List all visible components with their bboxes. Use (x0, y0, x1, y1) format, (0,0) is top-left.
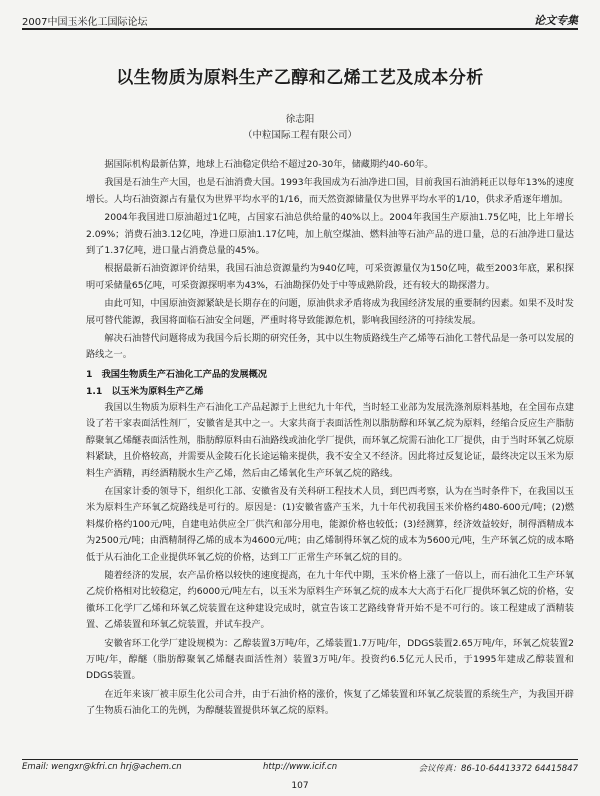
running-header (22, 10, 578, 30)
header-left: 2007中国玉米化工国际论坛 (22, 17, 148, 28)
footer-email: Email: wengxr@kfri.cn hrj@achem.cn (22, 762, 182, 772)
footer-url: http://www.icif.cn (263, 762, 338, 772)
author: 徐志阳 (285, 114, 315, 125)
paragraph: 在近年来该厂被丰原生化公司合并，由于石油价格的涨价，恢复了乙烯装置和环氧乙烷装置的系统生产，为我国开辟了生物质石油化工的先例，为醇醚装置提供环氧乙烷的原料。 (86, 688, 574, 717)
section-heading: 1 我国生物质生产石油化工产品的发展概况 (86, 368, 267, 380)
affiliation: （中粒国际工程有限公司） (242, 130, 357, 141)
paragraph: 在国家计委的领导下，组织化工部、安徽省及有关科研工程技术人员，到巴西考察，认为在当时条件下，在我国以玉米为原料生产环氧乙烷路线是可行的。原因是：(1)安徽省盛产玉米，九十年代初我国玉米价格约480-600元/吨；(2)燃料煤价格约100元/吨，自建电站供应全厂供汽和部分用电，能源价格也较低；(3)经测算，经济效益较好，制得酒精成本为2500元/吨；由酒精制得乙烯的成本为4600元/吨；由乙烯制得环氧乙烷的成本为5600元/吨，生产环氧乙烷的成本略低于从石油化工企业提供环氧乙烷的价格，达到工厂正常生产环氧乙烷的目的。 (86, 485, 574, 563)
paragraph: 安徽省环工化学厂建设规模为：乙醇装置3万吨/年，乙烯装置1.7万吨/年，DDGS装置2.65万吨/年，环氧乙烷装置2万吨/年，醇醚（脂肪醇聚氧乙烯醚表面活性剂）装置3万吨/年。投资约6.5亿元人民币，于1995年建成乙醇装置和DDGS装置。 (86, 637, 574, 682)
paragraph: 解决石油替代问题将成为我国今后长期的研究任务，其中以生物质路线生产乙烯等石油化工替代品是一条可以发展的路线之一。 (86, 333, 574, 361)
paragraph: 根据最新石油资源评价结果，我国石油总资源量约为940亿吨，可采资源量仅为150亿吨，截至2003年底，累积探明可采储量65亿吨，可采资源探明率为43%，石油勘探仍处于中等成熟阶段，还有较大的勘探潜力。 (86, 263, 574, 291)
paper-title: 以生物质为原料生产乙醇和乙烯工艺及成本分析 (116, 68, 484, 88)
paragraph: 随着经济的发展，农产品价格以较快的速度提高，在九十年代中期，玉米价格上涨了一倍以上，而石油化工生产环氧乙烷价格相对比较稳定，约6000元/吨左右，以玉米为原料生产环氧乙烷的成本大大高于石化厂提供环氧乙烷的价格，安徽环工化学厂乙烯和环氧乙烷装置在这种建设完成时，就宣告该工艺路线脊背开始不是不可行的。该工程建成了酒精装置、乙烯装置和环氧乙烷装置，并试车投产。 (86, 569, 574, 631)
paragraph: 据国际机构最新估算，地球上石油稳定供给不超过20-30年，储藏期约40-60年。 (104, 159, 434, 170)
footer-fax: 会议传真：86-10-64413372 64415847 (418, 764, 578, 774)
paragraph: 我国以生物质为原料生产石油化工产品起源于上世纪九十年代，当时轻工业部为发展洗涤剂原料基地，在全国布点建设了若干家表面活性剂厂，安徽省是其中之一。大家共商于表面活性剂以脂肪醇和环氧乙烷为原料，经缩合反应生产脂肪醇聚氧乙烯醚表面活性剂，脂肪醇原料由石油路线或油化学厂提供，而环氧乙烷需石油化工厂提供，由于当时环氧乙烷原料紧缺，且价格较高，并需要从金陵石化长途运输来提供，我不安全又不经济。因此将过反复论证，最终决定以玉米为原料生产酒精，再经酒精脱水生产乙烯，然后由乙烯氧化生产环氧乙烷的路线。 (86, 401, 574, 479)
paragraph: 由此可知，中国原油资源紧缺是长期存在的问题，原油供求矛盾将成为我国经济发展的重要制约因素。如果不及时发展可替代能源，我国将面临石油安全问题，严重时将导致能源危机，影响我国经济的可持续发展。 (86, 298, 574, 326)
header-right: 论文专集 (534, 14, 578, 27)
page-number: 107 (291, 781, 309, 791)
paragraph: 我国是石油生产大国，也是石油消费大国。1993年我国成为石油净进口国，目前我国石油消耗正以每年13%的速度增长。人均石油资源占有量仅为世界平均水平的1/16，而天然资源储量仅为世界平均水平的1/10，供求矛盾逐年增加。 (86, 177, 574, 205)
article-body (86, 157, 574, 722)
subsection-heading: 1.1 以玉米为原料生产乙烯 (86, 385, 204, 397)
paragraph: 2004年我国进口原油超过1亿吨，占国家石油总供给量的40%以上。2004年我国生产原油1.75亿吨，比上年增长2.09%；消费石油3.12亿吨，净进口原油1.17亿吨，加上航空煤油、燃料油等石油产品的进口量，总的石油净进口量达到了1.37亿吨，进口量占消费总量的45%。 (86, 212, 574, 257)
running-footer (22, 759, 578, 774)
